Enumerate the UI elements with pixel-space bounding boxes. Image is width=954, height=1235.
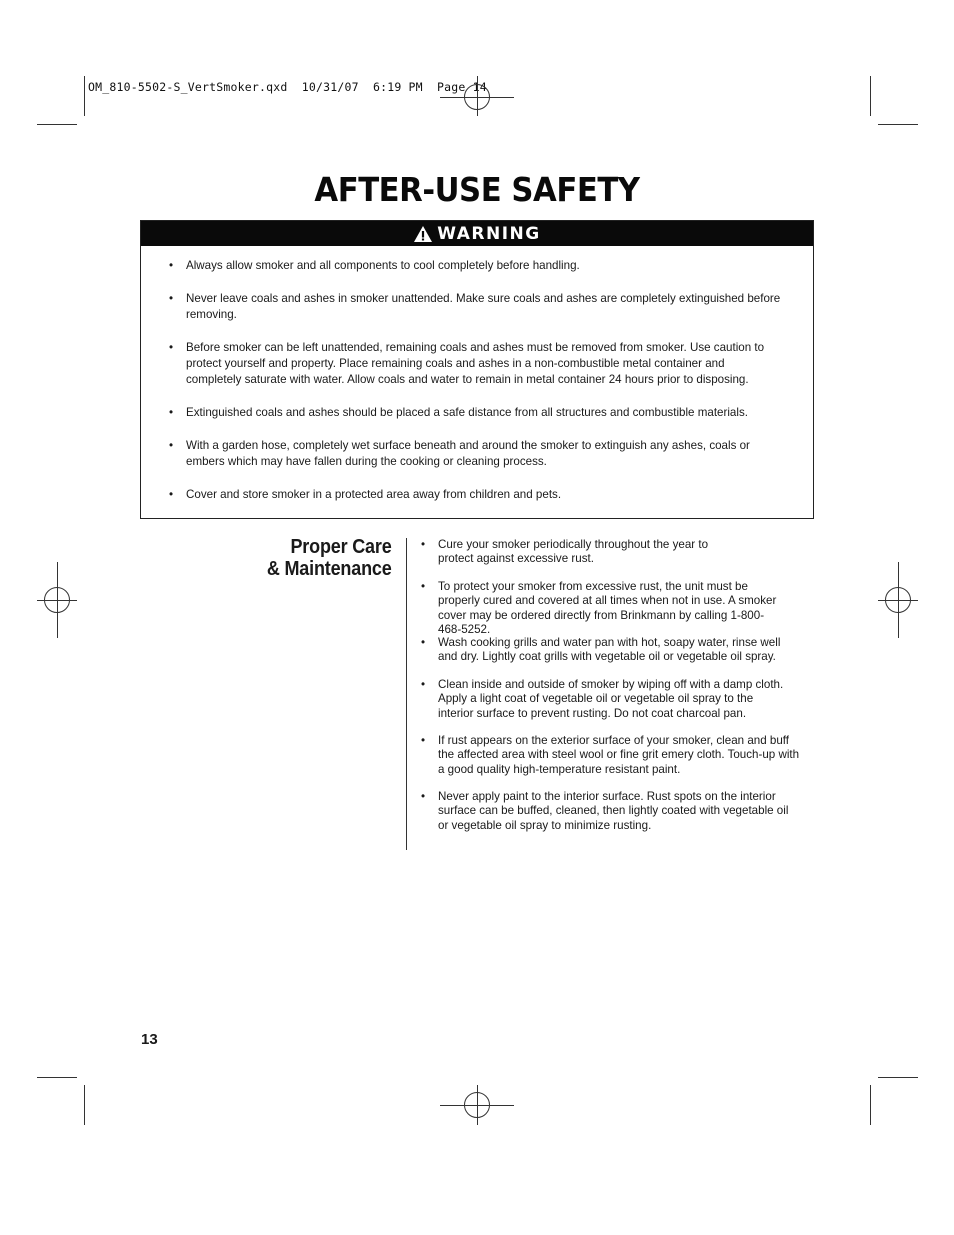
warning-header: [141, 221, 813, 246]
crop-mark: [878, 1077, 918, 1078]
crop-mark: [878, 124, 918, 125]
bullet: •: [169, 488, 174, 501]
crop-mark: [84, 1085, 85, 1125]
warning-list: [141, 246, 813, 518]
list-item-text: Extinguished coals and ashes should be placed a safe distance from all structures and combustible materials.: [186, 406, 748, 419]
column-divider: [406, 538, 407, 850]
section-heading-line: Proper Care: [290, 536, 392, 558]
bullet: •: [421, 734, 426, 747]
page-title: AFTER-USE SAFETY: [314, 170, 640, 209]
bullet: •: [169, 292, 174, 305]
list-item-text: To protect your smoker from excessive rust, the unit must be properly cured and covered at all times when not in use. A smoker cover may be ordered directly from Brinkmann by calling 1-800-468-5252.: [438, 580, 777, 636]
registration-mark: [44, 587, 70, 613]
section-heading: [267, 536, 392, 580]
bullet: •: [421, 538, 426, 551]
warning-label: WARNING: [437, 223, 541, 244]
bullet: •: [421, 580, 426, 593]
crop-mark: [870, 1085, 871, 1125]
list-item-text: If rust appears on the exterior surface of your smoker, clean and buff the affected area with steel wool or fine grit emery cloth. Touch-up with a good quality high-temperature resistant paint.: [438, 734, 800, 776]
bullet: •: [169, 439, 174, 452]
warning-box: [140, 220, 814, 519]
crop-mark: [37, 124, 77, 125]
bullet: •: [421, 790, 426, 803]
list-item-text: Cure your smoker periodically throughout the year to protect against excessive rust.: [438, 538, 709, 566]
list-item-text: Always allow smoker and all components to cool completely before handling.: [186, 259, 580, 272]
bullet: •: [421, 636, 426, 649]
bullet: •: [169, 406, 174, 419]
list-item-text: Wash cooking grills and water pan with hot, soapy water, rinse well and dry. Lightly coat grills with vegetable oil or vegetable oil spray.: [438, 636, 781, 664]
crop-mark: [37, 1077, 77, 1078]
registration-mark: [464, 84, 490, 110]
list-item-text: Never apply paint to the interior surface. Rust spots on the interior surface can be buffed, cleaned, then lightly coated with vegetable oil or vegetable oil spray to minimize rusting.: [438, 790, 789, 832]
list-item-text: Cover and store smoker in a protected area away from children and pets.: [186, 488, 562, 501]
page-number: 13: [141, 1031, 158, 1048]
bullet: •: [169, 259, 174, 272]
list-item-text: Clean inside and outside of smoker by wiping off with a damp cloth. Apply a light coat of vegetable oil or vegetable oil spray to the interior surface to prevent rusting. Do not coat charcoal pan.: [438, 678, 784, 720]
bullet: •: [169, 341, 174, 354]
crop-mark: [84, 76, 85, 116]
print-slug: OM_810-5502-S_VertSmoker.qxd 10/31/07 6:19 PM Page 14: [88, 80, 487, 94]
section-heading-line: & Maintenance: [267, 558, 392, 580]
bullet: •: [421, 678, 426, 691]
registration-mark: [885, 587, 911, 613]
crop-mark: [870, 76, 871, 116]
list-item-text: With a garden hose, completely wet surface beneath and around the smoker to extinguish any ashes, coals or embers which may have fallen during the cooking or cleaning process.: [186, 439, 750, 468]
warning-triangle-icon: [413, 225, 433, 243]
registration-mark: [464, 1092, 490, 1118]
list-item-text: Never leave coals and ashes in smoker unattended. Make sure coals and ashes are completely extinguished before removing.: [186, 292, 781, 321]
list-item-text: Before smoker can be left unattended, remaining coals and ashes must be removed from smoker. Use caution to protect yourself and property. Place remaining coals and ashes in a non-combustible metal container and completely saturate with water. Allow coals and water to remain in metal container 24 hours prior to disposing.: [186, 341, 765, 386]
